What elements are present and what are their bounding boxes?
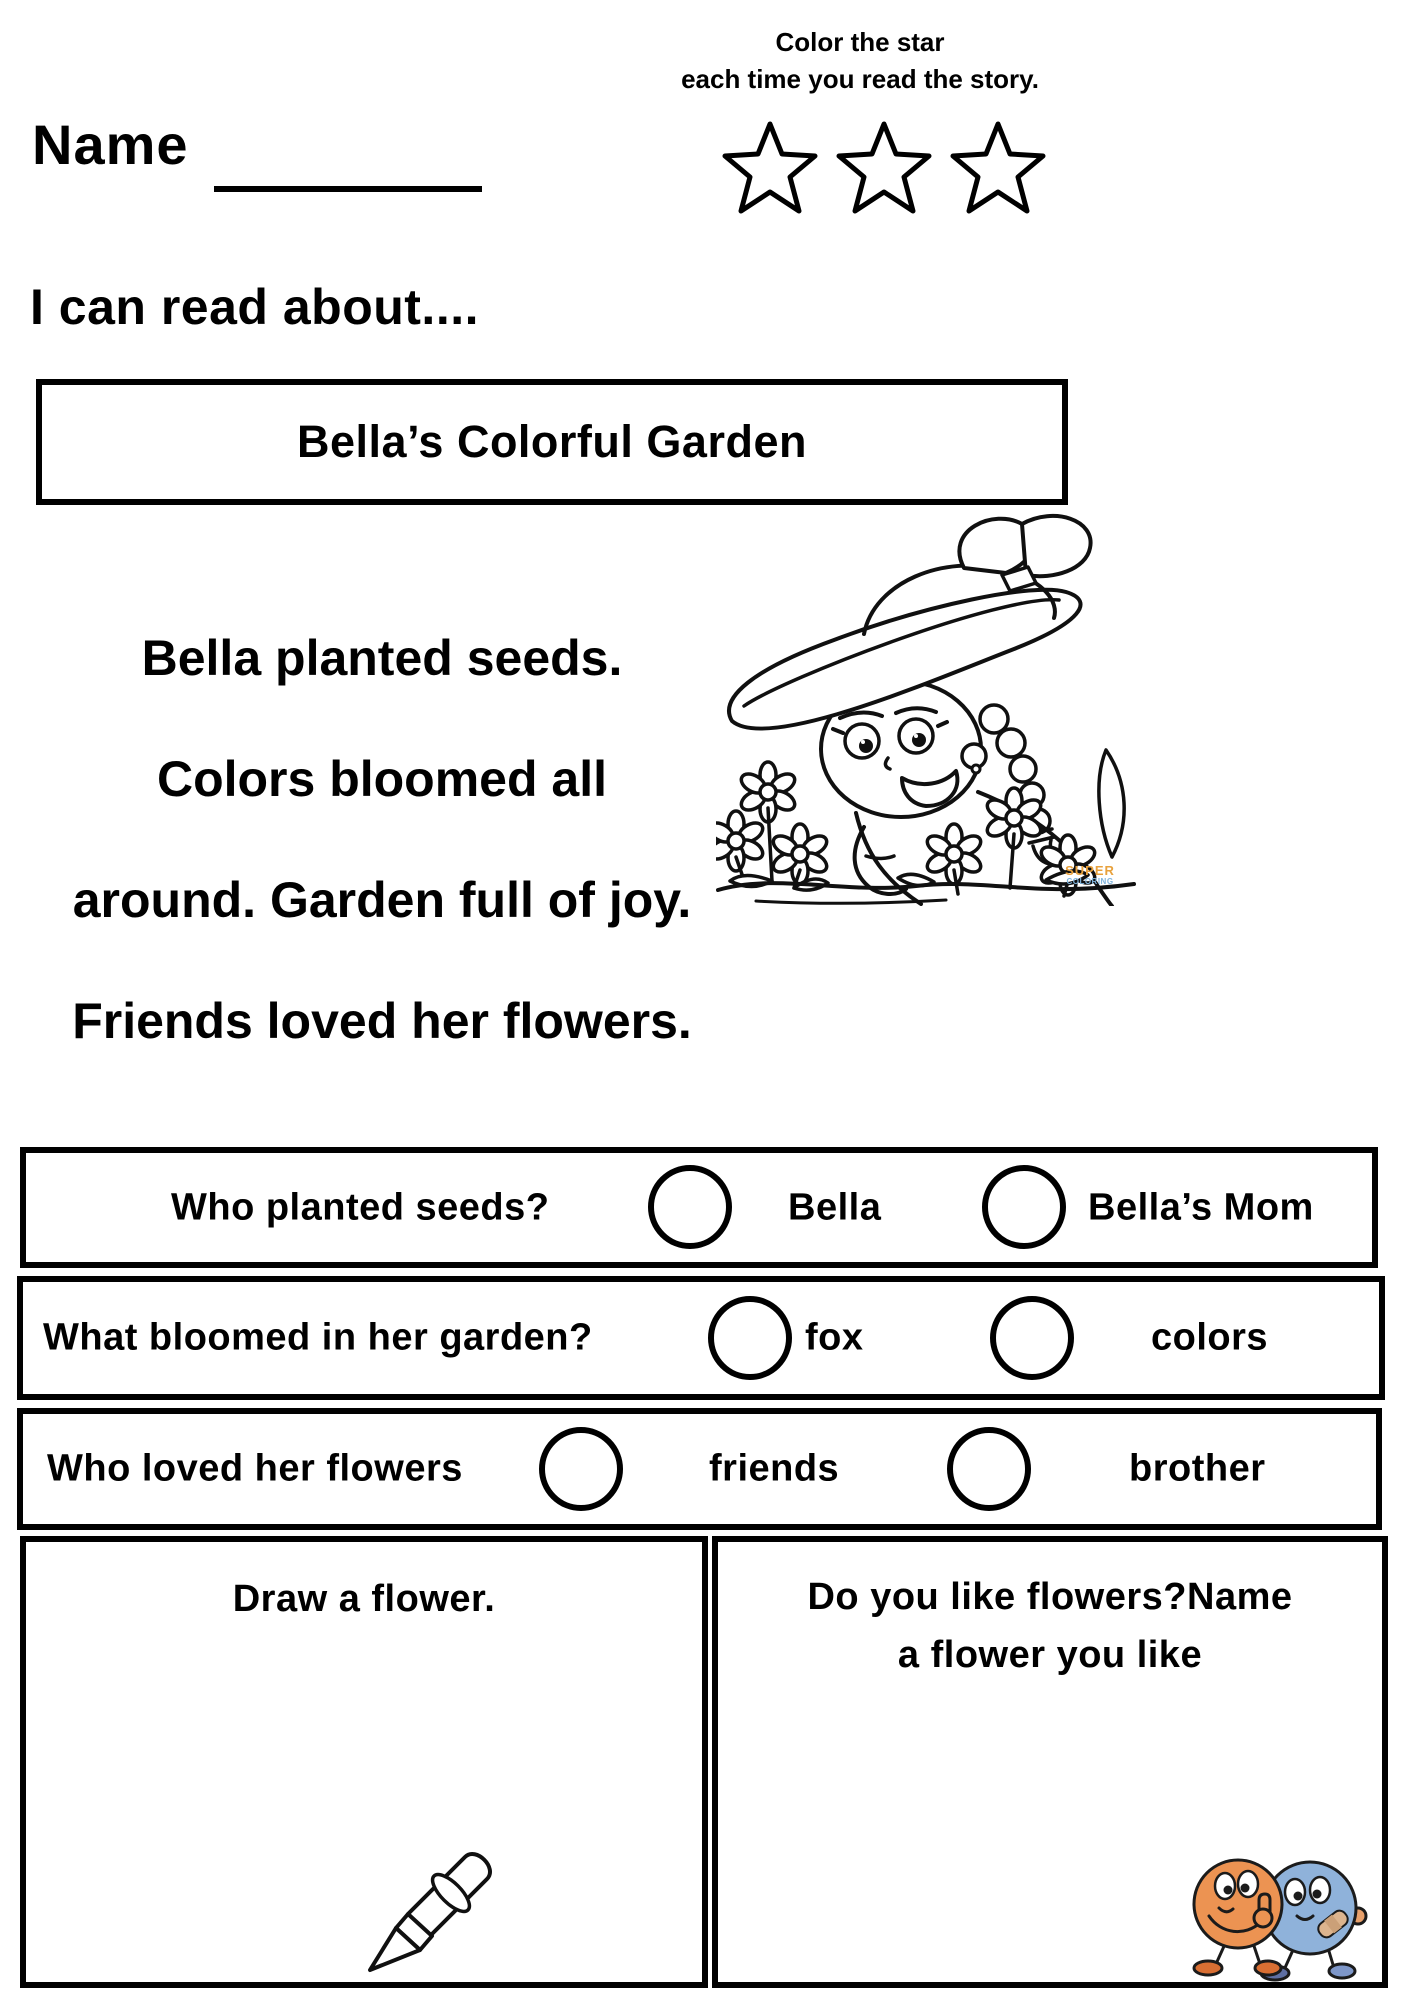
star-instruction-line1: Color the star xyxy=(775,27,945,57)
story-line: around. Garden full of joy. xyxy=(72,872,692,928)
question-3-option-1: friends xyxy=(709,1447,840,1490)
story-line: Bella planted seeds. xyxy=(141,630,623,686)
story-title: Bella’s Colorful Garden xyxy=(297,416,807,467)
story-line: Colors bloomed all xyxy=(156,751,608,807)
question-2-answer-circle-1[interactable] xyxy=(708,1296,792,1380)
question-3-label: Who loved her flowers xyxy=(47,1447,463,1490)
reading-stars xyxy=(720,120,1080,215)
write-flower-area[interactable] xyxy=(712,1536,1388,1988)
supercoloring-watermark xyxy=(1060,864,1120,886)
question-1-option-2: Bella’s Mom xyxy=(1088,1186,1314,1228)
question-row-1 xyxy=(20,1147,1378,1268)
question-3-option-2: brother xyxy=(1129,1447,1266,1490)
star-instructions xyxy=(630,24,1090,98)
question-2-answer-circle-2[interactable] xyxy=(990,1296,1074,1380)
question-2-option-1: fox xyxy=(805,1316,864,1359)
buddy-characters-illustration xyxy=(1181,1842,1376,1982)
question-1-answer-circle-2[interactable] xyxy=(982,1165,1066,1249)
star-icon[interactable] xyxy=(834,120,934,215)
read-prompt: I can read about.... xyxy=(30,279,479,335)
question-1-option-1: Bella xyxy=(788,1186,882,1228)
garden-girl-illustration xyxy=(716,506,1136,906)
name-blank-line[interactable] xyxy=(214,186,482,192)
story-text xyxy=(30,598,734,1082)
story-title-box xyxy=(36,379,1068,505)
draw-prompt: Draw a flower. xyxy=(232,1578,496,1620)
question-2-option-2: colors xyxy=(1151,1316,1269,1359)
watermark-line1: SUPER xyxy=(1065,863,1115,878)
question-3-answer-circle-1[interactable] xyxy=(539,1427,623,1511)
question-1-answer-circle-1[interactable] xyxy=(648,1165,732,1249)
story-line: Friends loved her flowers. xyxy=(72,993,692,1049)
star-icon[interactable] xyxy=(948,120,1048,215)
name-label: Name xyxy=(32,113,189,176)
question-row-2 xyxy=(17,1276,1385,1400)
question-3-answer-circle-2[interactable] xyxy=(947,1427,1031,1511)
write-prompt-line2: a flower you like xyxy=(897,1634,1203,1676)
write-prompt-line1: Do you like flowers?Name xyxy=(807,1576,1293,1618)
question-2-label: What bloomed in her garden? xyxy=(43,1316,593,1359)
star-icon[interactable] xyxy=(720,120,820,215)
draw-flower-area[interactable] xyxy=(20,1536,708,1988)
watermark-line2: COLORING xyxy=(1066,876,1114,886)
question-1-label: Who planted seeds? xyxy=(171,1186,550,1228)
star-instruction-line2: each time you read the story. xyxy=(681,64,1039,94)
question-row-3 xyxy=(17,1408,1382,1530)
crayon-icon xyxy=(356,1848,506,1983)
